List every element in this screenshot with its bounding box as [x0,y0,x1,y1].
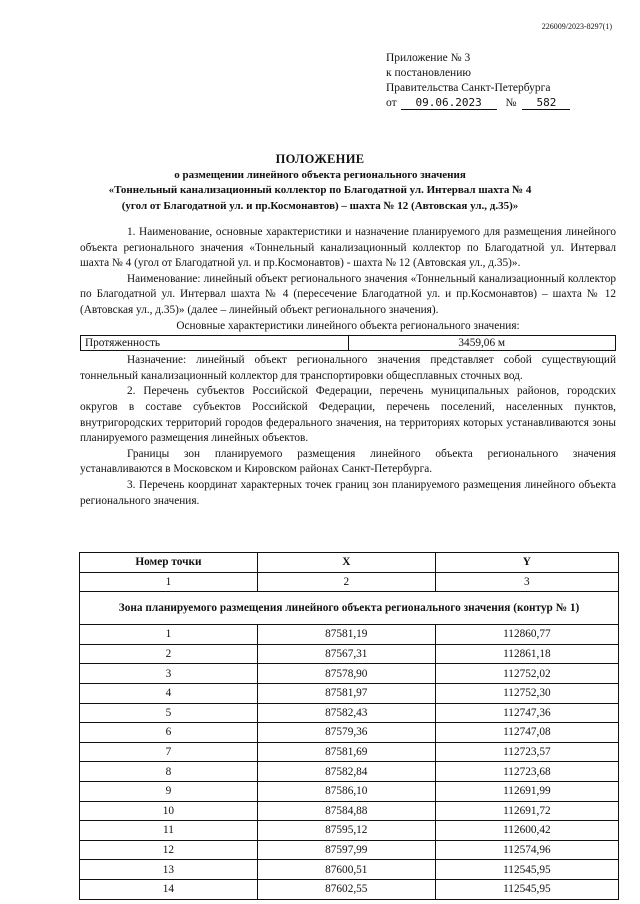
appendix-number: Приложение № 3 [386,52,471,64]
y-coordinate-cell: 112723,57 [435,742,618,762]
y-coordinate-cell: 112600,42 [435,821,618,841]
header-y: Y [435,553,618,573]
table-row [80,762,619,782]
point-number-cell: 13 [80,860,258,880]
x-coordinate-cell: 87578,90 [257,664,435,684]
title-line-2: «Тоннельный канализационный коллектор по Благодатной ул. Интервал шахта № 4 [108,184,532,196]
decree-number: 582 [522,97,570,110]
object-name-paragraph: Наименование: линейный объект регионального значения «Тоннельный канализационный коллектор по Благодатной ул. Интервал шахта № 4 (пересечение Благодатной ул. и пр.Космонавтов) – шахта № 12 (Автовская ул., д.35)» (далее – линейный объект регионального значения). [80,272,616,316]
point-number-cell: 1 [80,625,258,645]
point-number-cell: 8 [80,762,258,782]
y-coordinate-cell: 112747,08 [435,723,618,743]
point-number-cell: 14 [80,879,258,899]
zone-title: Зона планируемого размещения линейного объекта регионального значения (контур № 1) [80,592,619,625]
point-number-cell: 6 [80,723,258,743]
section-3-paragraph: 3. Перечень координат характерных точек границ зон планируемого размещения линейного объекта регионального значения. [80,478,616,507]
x-coordinate-cell: 87595,12 [257,821,435,841]
header-point-number: Номер точки [80,553,258,573]
length-label: Протяженность [81,336,349,351]
characteristics-heading: Основные характеристики линейного объекта регионального значения: [176,319,520,332]
point-number-cell: 2 [80,644,258,664]
y-coordinate-cell: 112752,30 [435,683,618,703]
table-row [80,683,619,703]
table-row [81,336,616,351]
point-number-cell: 10 [80,801,258,821]
column-number: 1 [80,572,258,592]
y-coordinate-cell: 112752,02 [435,664,618,684]
appendix-date-line [386,96,570,111]
table-row [80,801,619,821]
table-row [80,664,619,684]
x-coordinate-cell: 87600,51 [257,860,435,880]
x-coordinate-cell: 87602,55 [257,879,435,899]
section-2-paragraph: 2. Перечень субъектов Российской Федерации, перечень муниципальных районов, городских округов в составе субъектов Российской Федерации, перечень поселений, населенных пунктов, внутригородских территорий городов федерального значения, на территориях которых устанавливаются зоны планируемого размещения линейных объектов. [80,385,616,445]
zone-title-row [80,592,619,625]
x-coordinate-cell: 87579,36 [257,723,435,743]
coordinates-table [79,552,619,900]
title-line-1: о размещении линейного объекта регионального значения [174,168,466,181]
point-number-cell: 3 [80,664,258,684]
characteristics-table [80,335,616,351]
table-row [80,860,619,880]
appendix-ref: к постановлению [386,67,471,79]
point-number-cell: 12 [80,840,258,860]
point-number-cell: 11 [80,821,258,841]
table-row [80,879,619,899]
y-coordinate-cell: 112860,77 [435,625,618,645]
section-1-paragraph: 1. Наименование, основные характеристики и назначение планируемого для размещения линейного объекта регионального значения «Тоннельный канализационный коллектор по Благодатной ул. Интервал шахта № 4 (угол от Благодатной ул. и пр.Космонавтов) - шахта № 12 (Автовская ул., д.35)». [80,226,616,270]
y-coordinate-cell: 112861,18 [435,644,618,664]
x-coordinate-cell: 87567,31 [257,644,435,664]
x-coordinate-cell: 87586,10 [257,781,435,801]
x-coordinate-cell: 87584,88 [257,801,435,821]
y-coordinate-cell: 112545,95 [435,860,618,880]
point-number-cell: 7 [80,742,258,762]
table-row [80,625,619,645]
table-row [80,840,619,860]
y-coordinate-cell: 112574,96 [435,840,618,860]
table-row [80,781,619,801]
y-coordinate-cell: 112545,95 [435,879,618,899]
table-header-row [80,553,619,573]
column-number-row [80,572,619,592]
y-coordinate-cell: 112691,72 [435,801,618,821]
table-row [80,821,619,841]
x-coordinate-cell: 87582,84 [257,762,435,782]
column-number: 2 [257,572,435,592]
x-coordinate-cell: 87581,69 [257,742,435,762]
bounds-paragraph: Границы зон планируемого размещения линейного объекта регионального значения устанавливаются в Московском и Кировском районах Санкт-Петербурга. [80,447,616,476]
document-title [0,152,640,214]
header-x: X [257,553,435,573]
x-coordinate-cell: 87581,97 [257,683,435,703]
length-value: 3459,06 м [348,336,616,351]
document-registration-stamp: 226009/2023-8297(1) [541,22,612,31]
y-coordinate-cell: 112723,68 [435,762,618,782]
point-number-cell: 5 [80,703,258,723]
purpose-paragraph: Назначение: линейный объект регионального значения представляет собой существующий тоннельный канализационный коллектор для транспортировки общесплавных сточных вод. [80,354,616,382]
point-number-cell: 9 [80,781,258,801]
y-coordinate-cell: 112747,36 [435,703,618,723]
x-coordinate-cell: 87597,99 [257,840,435,860]
number-prefix: № [505,97,517,109]
table-row [80,723,619,743]
x-coordinate-cell: 87582,43 [257,703,435,723]
point-number-cell: 4 [80,683,258,703]
column-number: 3 [435,572,618,592]
x-coordinate-cell: 87581,19 [257,625,435,645]
title-line-3: (угол от Благодатной ул. и пр.Космонавтов) – шахта № 12 (Автовская ул., д.35)» [121,199,519,212]
appendix-header [386,51,570,111]
y-coordinate-cell: 112691,99 [435,781,618,801]
table-row [80,742,619,762]
table-row [80,644,619,664]
table-row [80,703,619,723]
document-body [80,225,616,509]
page-title: ПОЛОЖЕНИЕ [275,152,365,166]
date-prefix: от [386,97,397,109]
decree-date: 09.06.2023 [401,97,497,110]
appendix-authority: Правительства Санкт-Петербурга [386,82,551,94]
